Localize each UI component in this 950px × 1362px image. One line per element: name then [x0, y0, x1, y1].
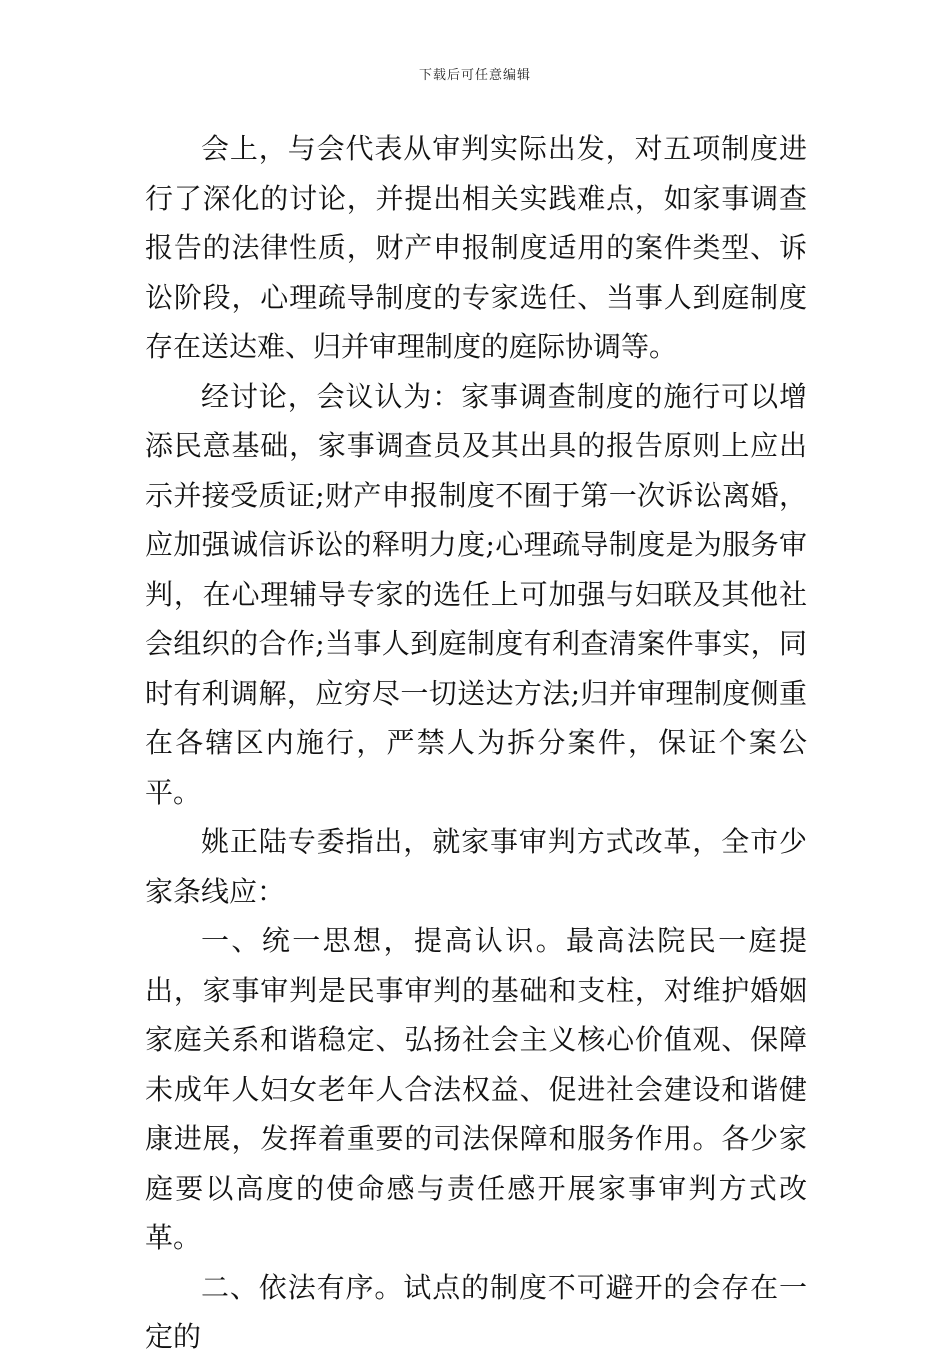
paragraph-2: 经讨论，会议认为：家事调查制度的施行可以增添民意基础，家事调查员及其出具的报告原则上应出示并接受质证;财产申报制度不囿于第一次诉讼离婚，应加强诚信诉讼的释明力度;心理疏导制度是为服务审判，在心理辅导专家的选任上可加强与妇联及其他社会组织的合作;当事人到庭制度有利查清案件事实，同时有利调解，应穷尽一切送达方法;归并审理制度侧重在各辖区内施行，严禁人为拆分案件，保证个案公平。	[145, 379, 807, 809]
paragraph-5: 二、依法有序。试点的制度不可避开的会存在一定的	[145, 1270, 807, 1353]
page-header: 下载后可任意编辑	[418, 68, 531, 83]
paragraph-1: 会上，与会代表从审判实际出发，对五项制度进行了深化的讨论，并提出相关实践难点，如家事调查报告的法律性质，财产申报制度适用的案件类型、诉讼阶段，心理疏导制度的专家选任、当事人到庭制度存在送达难、归并审理制度的庭际协调等。	[145, 132, 807, 363]
paragraph-3: 姚正陆专委指出，就家事审判方式改革，全市少家条线应：	[145, 825, 807, 908]
paragraph-4: 一、统一思想，提高认识。最高法院民一庭提出，家事审判是民事审判的基础和支柱，对维护婚姻家庭关系和谐稳定、弘扬社会主义核心价值观、保障未成年人妇女老年人合法权益、促进社会建设和谐健康进展，发挥着重要的司法保障和服务作用。各少家庭要以高度的使命感与责任感开展家事审判方式改革。	[145, 924, 807, 1254]
document-body	[145, 124, 807, 1362]
